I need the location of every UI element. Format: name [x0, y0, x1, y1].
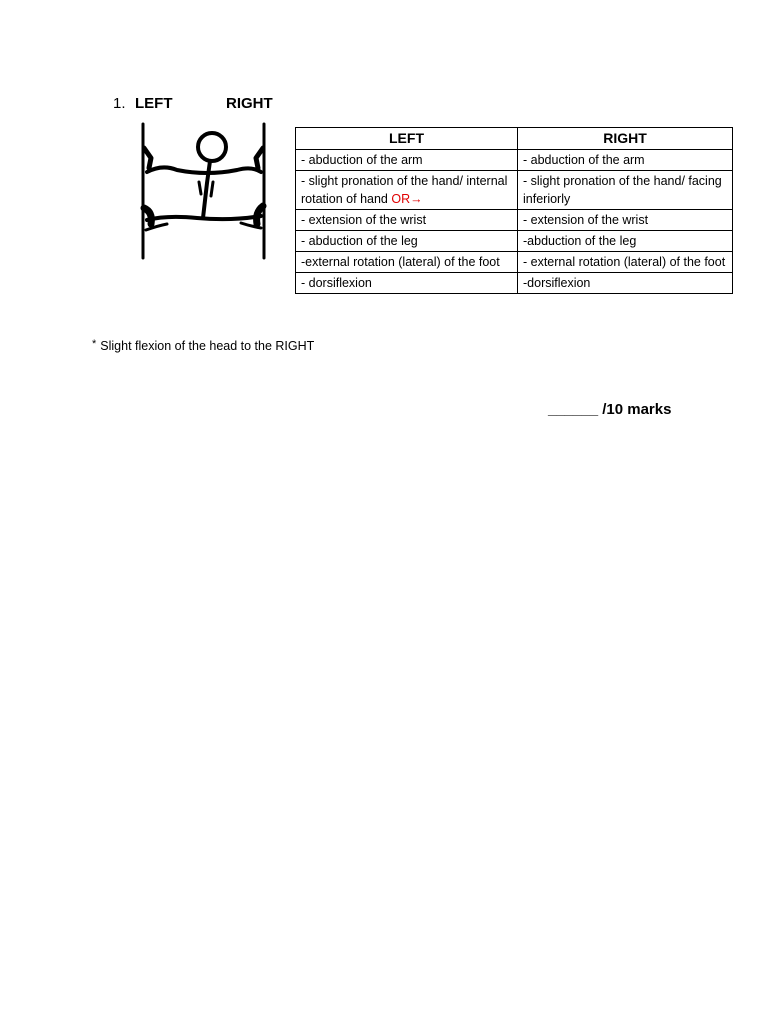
movement-table [295, 127, 733, 294]
table-cell-right: -abduction of the leg [518, 231, 733, 252]
table-row [296, 171, 733, 210]
table-cell-right: -dorsiflexion [518, 273, 733, 294]
stick-figure-icon [137, 120, 272, 265]
table-row [296, 231, 733, 252]
table-cell-left: -external rotation (lateral) of the foot [296, 252, 518, 273]
question-left-label: LEFT [135, 95, 173, 112]
table-row [296, 150, 733, 171]
table-header-row [296, 128, 733, 150]
column-header-left: LEFT [296, 128, 518, 150]
column-header-right: RIGHT [518, 128, 733, 150]
question-right-label: RIGHT [226, 95, 273, 112]
table-cell-left [296, 171, 518, 210]
table-cell-right: - external rotation (lateral) of the foot [518, 252, 733, 273]
table-cell-right: - abduction of the arm [518, 150, 733, 171]
table-row [296, 210, 733, 231]
note-bullet: * [92, 338, 97, 350]
or-arrow-annotation: OR→ [391, 192, 423, 206]
table-cell-left: - extension of the wrist [296, 210, 518, 231]
note-text: Slight flexion of the head to the RIGHT [100, 339, 315, 353]
question-number: 1. [113, 95, 126, 112]
head-flexion-note [92, 339, 314, 353]
table-row [296, 273, 733, 294]
table-cell-left: - abduction of the arm [296, 150, 518, 171]
table-cell-text: - slight pronation of the hand/ internal rotation of hand [301, 174, 508, 206]
table-cell-left: - dorsiflexion [296, 273, 518, 294]
table-cell-right: - slight pronation of the hand/ facing inferiorly [518, 171, 733, 210]
table-cell-left: - abduction of the leg [296, 231, 518, 252]
table-row [296, 252, 733, 273]
marks-blank: ______ /10 marks [548, 401, 672, 418]
table-cell-right: - extension of the wrist [518, 210, 733, 231]
